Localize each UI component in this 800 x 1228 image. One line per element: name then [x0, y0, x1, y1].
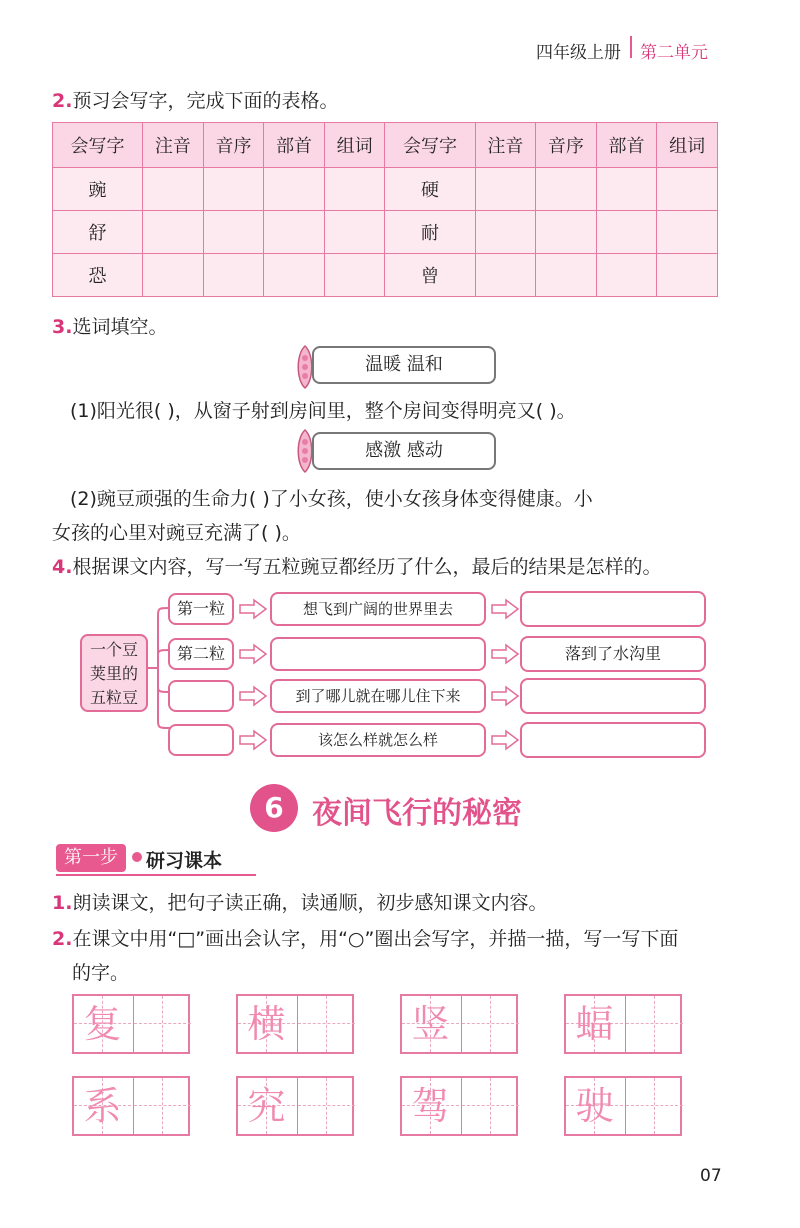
instruction-number: 1. [52, 892, 73, 914]
write-cell[interactable] [297, 1078, 355, 1134]
writing-grid [72, 1076, 190, 1136]
character-table [52, 122, 718, 297]
answer-cell[interactable] [475, 211, 536, 254]
experience-box: 想飞到广阔的世界里去 [270, 592, 486, 626]
instruction-2 [52, 924, 678, 951]
lesson-number: 6 [250, 784, 298, 832]
answer-cell[interactable] [596, 168, 657, 211]
pea-label: 第二粒 [168, 638, 234, 670]
trace-cell[interactable] [238, 996, 295, 1052]
table-cell-character: 硬 [385, 168, 475, 211]
writing-grid [400, 994, 518, 1054]
result-box: 落到了水沟里 [520, 636, 706, 672]
arrow-right-icon [490, 598, 520, 620]
answer-cell[interactable] [143, 168, 204, 211]
answer-cell[interactable] [143, 254, 204, 297]
writing-grid [400, 1076, 518, 1136]
header-unit: 第二单元 [640, 43, 708, 63]
table-row [53, 254, 718, 297]
column-header: 注音 [143, 123, 204, 168]
instruction-1 [52, 888, 547, 915]
answer-cell[interactable] [596, 211, 657, 254]
answer-cell[interactable] [475, 168, 536, 211]
pea-label[interactable] [168, 680, 234, 712]
word-choice-box: 感激 感动 [312, 432, 496, 470]
trace-character: 究 [247, 1084, 286, 1128]
write-cell[interactable] [625, 996, 683, 1052]
arrow-right-icon [490, 685, 520, 707]
question-3 [52, 312, 167, 339]
trace-character: 复 [83, 1002, 122, 1046]
answer-cell[interactable] [657, 211, 718, 254]
experience-box: 到了哪儿就在哪儿住下来 [270, 679, 486, 713]
answer-cell[interactable] [203, 254, 264, 297]
writing-grid [564, 1076, 682, 1136]
step-tag: 第一步 [56, 844, 126, 872]
trace-cell[interactable] [566, 996, 623, 1052]
trace-character: 横 [247, 1002, 286, 1046]
column-header: 组词 [324, 123, 385, 168]
answer-cell[interactable] [536, 254, 597, 297]
write-cell[interactable] [133, 996, 191, 1052]
arrow-right-icon [490, 643, 520, 665]
write-cell[interactable] [461, 1078, 519, 1134]
header-separator [630, 36, 632, 58]
instruction-text: 朗读课文，把句子读正确，读通顺，初步感知课文内容。 [72, 892, 548, 914]
sentence-1: (1)阳光很( )，从窗子射到房间里，整个房间变得明亮又( )。 [70, 400, 576, 422]
result-box[interactable] [520, 591, 706, 627]
answer-cell[interactable] [143, 211, 204, 254]
root-node [80, 634, 148, 712]
arrow-right-icon [238, 685, 268, 707]
answer-cell[interactable] [657, 254, 718, 297]
pea-label[interactable] [168, 724, 234, 756]
pea-label: 第一粒 [168, 593, 234, 625]
trace-character: 驶 [575, 1084, 614, 1128]
column-header: 注音 [475, 123, 536, 168]
table-cell-character: 恐 [53, 254, 143, 297]
table-row [53, 211, 718, 254]
writing-grid [236, 994, 354, 1054]
column-header: 会写字 [53, 123, 143, 168]
question-number: 4. [52, 556, 73, 578]
table-cell-character: 耐 [385, 211, 475, 254]
experience-box[interactable] [270, 637, 486, 671]
answer-cell[interactable] [264, 211, 325, 254]
instruction-text: 在课文中用“□”画出会认字，用“○”圈出会写字，并描一描，写一写下面 [72, 928, 679, 950]
column-header: 部首 [264, 123, 325, 168]
answer-cell[interactable] [203, 168, 264, 211]
step-underline [56, 874, 256, 876]
writing-grid [236, 1076, 354, 1136]
writing-grid [72, 994, 190, 1054]
column-header: 会写字 [385, 123, 475, 168]
write-cell[interactable] [133, 1078, 191, 1134]
answer-cell[interactable] [324, 168, 385, 211]
trace-cell[interactable] [238, 1078, 295, 1134]
answer-cell[interactable] [536, 168, 597, 211]
question-text: 根据课文内容，写一写五粒豌豆都经历了什么，最后的结果是怎样的。 [72, 556, 662, 578]
step-label: 研习课本 [146, 850, 223, 872]
result-box[interactable] [520, 722, 706, 758]
sentence-2a: (2)豌豆顽强的生命力( )了小女孩，使小女孩身体变得健康。小 [70, 488, 593, 510]
question-4 [52, 552, 661, 579]
sentence-2b: 女孩的心里对豌豆充满了( )。 [52, 522, 301, 544]
write-cell[interactable] [625, 1078, 683, 1134]
question-text: 选词填空。 [72, 316, 168, 338]
question-2 [52, 86, 338, 113]
instruction-number: 2. [52, 928, 73, 950]
write-cell[interactable] [297, 996, 355, 1052]
answer-cell[interactable] [264, 254, 325, 297]
answer-cell[interactable] [264, 168, 325, 211]
answer-cell[interactable] [324, 254, 385, 297]
trace-cell[interactable] [402, 1078, 459, 1134]
experience-box: 该怎么样就怎么样 [270, 723, 486, 757]
lesson-title: 夜间飞行的秘密 [312, 796, 522, 831]
root-line: 荚里的 [89, 664, 138, 683]
question-number: 2. [52, 90, 73, 112]
trace-character: 蝠 [575, 1002, 614, 1046]
root-line: 五粒豆 [89, 688, 138, 707]
column-header: 部首 [596, 123, 657, 168]
trace-cell[interactable] [402, 996, 459, 1052]
column-header: 音序 [203, 123, 264, 168]
trace-cell[interactable] [74, 996, 131, 1052]
answer-cell[interactable] [203, 211, 264, 254]
table-header-row [53, 123, 718, 168]
table-row [53, 168, 718, 211]
table-cell-character: 曾 [385, 254, 475, 297]
arrow-right-icon [490, 729, 520, 751]
table-cell-character: 豌 [53, 168, 143, 211]
question-number: 3. [52, 316, 73, 338]
root-line: 一个豆 [89, 640, 138, 659]
result-box[interactable] [520, 678, 706, 714]
trace-character: 系 [83, 1084, 122, 1128]
column-header: 组词 [657, 123, 718, 168]
word-choice-box: 温暖 温和 [312, 346, 496, 384]
arrow-right-icon [238, 643, 268, 665]
write-cell[interactable] [461, 996, 519, 1052]
step-dot [132, 852, 142, 862]
answer-cell[interactable] [324, 211, 385, 254]
column-header: 音序 [536, 123, 597, 168]
trace-character: 竖 [411, 1002, 450, 1046]
answer-cell[interactable] [536, 211, 597, 254]
question-text: 预习会写字，完成下面的表格。 [72, 90, 339, 112]
table-cell-character: 舒 [53, 211, 143, 254]
trace-cell[interactable] [566, 1078, 623, 1134]
writing-grid [564, 994, 682, 1054]
trace-character: 驾 [411, 1084, 450, 1128]
page-number: 07 [700, 1166, 722, 1186]
answer-cell[interactable] [657, 168, 718, 211]
arrow-right-icon [238, 729, 268, 751]
answer-cell[interactable] [475, 254, 536, 297]
header-grade: 四年级上册 [536, 43, 621, 63]
arrow-right-icon [238, 598, 268, 620]
answer-cell[interactable] [596, 254, 657, 297]
trace-cell[interactable] [74, 1078, 131, 1134]
instruction-2-cont: 的字。 [72, 962, 130, 984]
